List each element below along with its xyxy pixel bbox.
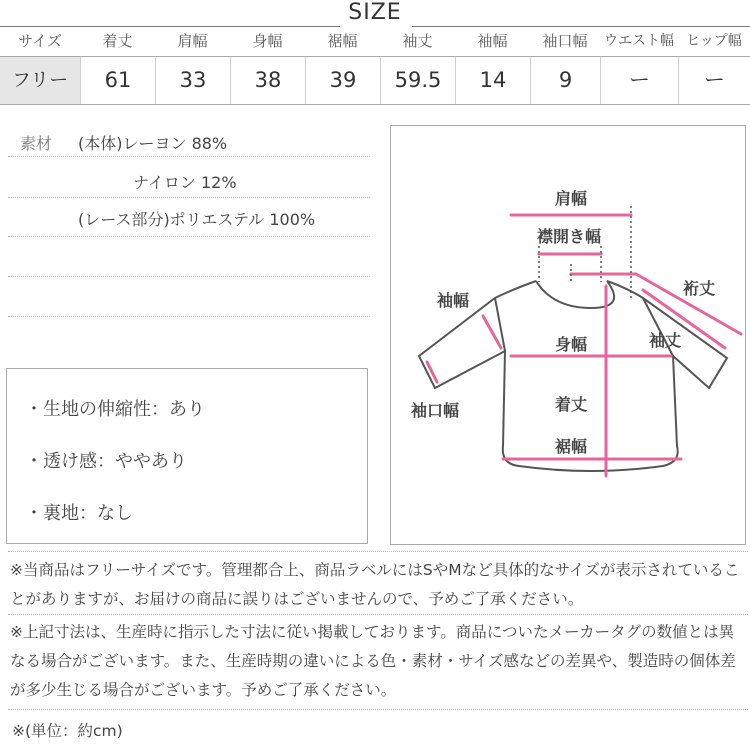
header-size: サイズ — [18, 32, 62, 50]
fabric-features-box — [6, 368, 368, 544]
cell-size: フリー — [0, 57, 80, 104]
dotted-divider — [8, 709, 748, 710]
note-free-size: ※当商品はフリーサイズです。管理都合上、商品ラベルにはSやMなど具体的なサイズが表示されていることがありますが、お届けの商品に誤りはございませんので、予めご了承ください。 — [10, 561, 740, 608]
label-hem: 裾幅 — [554, 437, 588, 456]
garment-diagram — [391, 126, 747, 546]
dotted-divider — [8, 276, 370, 277]
feature-lining: ・裏地：なし — [25, 503, 133, 524]
header-length: 着丈 — [102, 32, 133, 50]
header-hip: ヒップ幅 — [686, 33, 742, 49]
material-line-1: (本体)レーヨン 88% — [78, 134, 228, 153]
label-sleeve-length: 袖丈 — [649, 331, 682, 350]
cell-cuff: 9 — [530, 57, 600, 104]
label-cuff: 袖口幅 — [411, 401, 460, 420]
cell-body-width: 38 — [230, 57, 305, 104]
header-sleeve-width: 袖幅 — [477, 32, 508, 50]
note-measurement: ※上記寸法は、生産時に指示した寸法に従い掲載しております。商品についたメーカータグの数値とは異なる場合がございます。また、生産時期の違いによる色・素材・サイズ感などの差異や、製造時の個体差が多少生じる場合がございます。予めご了承ください。 — [10, 623, 736, 699]
label-neck: 襟開き幅 — [536, 227, 602, 246]
cell-sleeve-width: 14 — [455, 57, 530, 104]
material-label: 素材 — [20, 134, 53, 153]
size-title: SIZE — [348, 0, 402, 25]
cell-hip: ー — [678, 57, 750, 104]
header-sleeve-length: 袖丈 — [402, 32, 433, 50]
cell-shoulder: 33 — [155, 57, 230, 104]
label-sleeve-width: 袖幅 — [437, 291, 470, 310]
label-length: 着丈 — [554, 395, 588, 414]
dotted-divider — [8, 197, 370, 198]
dotted-divider — [8, 316, 370, 317]
title-rule-left — [0, 26, 340, 27]
label-shoulder: 肩幅 — [554, 189, 588, 208]
measurement-diagram-box — [390, 125, 746, 545]
label-yuki: 裄丈 — [683, 279, 716, 298]
diagram-labels — [411, 189, 715, 456]
feature-stretch: ・生地の伸縮性：あり — [25, 399, 205, 420]
material-line-3: (レース部分)ポリエステル 100% — [78, 210, 316, 229]
size-table-header — [0, 28, 750, 54]
header-body-width: 身幅 — [252, 32, 283, 50]
dotted-divider — [8, 551, 748, 552]
cuff-arrow — [427, 362, 437, 382]
feature-sheerness: ・透け感：ややあり — [25, 451, 187, 472]
header-hem: 裾幅 — [327, 32, 358, 50]
dotted-divider — [8, 156, 370, 157]
cell-hem: 39 — [305, 57, 380, 104]
size-table-row — [0, 56, 750, 105]
cell-length: 61 — [80, 57, 155, 104]
label-body-width: 身幅 — [554, 335, 588, 354]
dotted-divider — [8, 236, 370, 237]
dotted-divider — [8, 614, 748, 615]
unit-note: ※(単位：約cm) — [12, 722, 123, 740]
cell-waist: ー — [600, 57, 678, 104]
material-line-2: ナイロン 12% — [133, 173, 237, 192]
cell-sleeve-length: 59.5 — [380, 57, 455, 104]
header-shoulder: 肩幅 — [177, 32, 208, 50]
header-waist: ウエスト幅 — [604, 33, 674, 49]
title-rule-right — [412, 26, 750, 27]
header-cuff: 袖口幅 — [542, 32, 588, 50]
garment-neckline — [536, 281, 614, 308]
